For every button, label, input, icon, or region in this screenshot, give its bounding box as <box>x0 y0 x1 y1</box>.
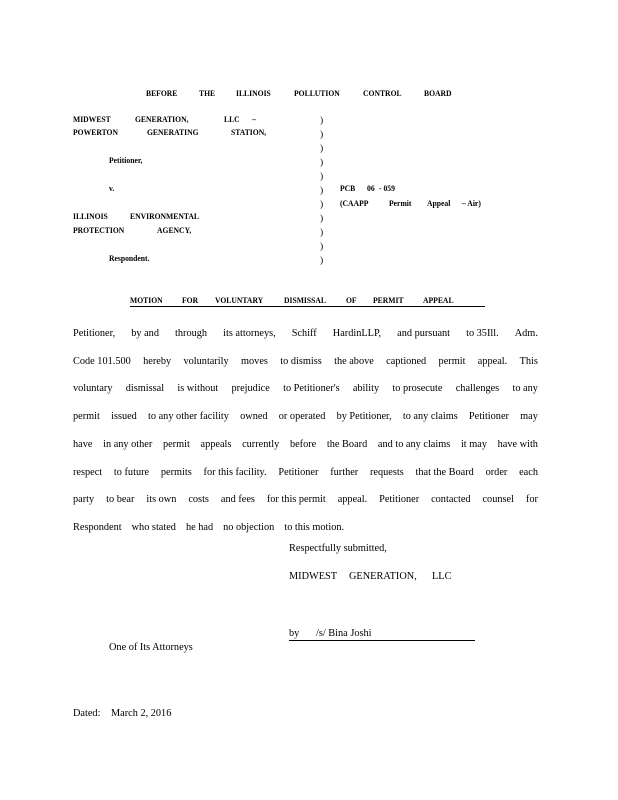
respectfully-submitted: Respectfully submitted, <box>289 543 387 554</box>
respondent-name-word: AGENCY, <box>157 226 192 235</box>
title-word: ILLINOIS <box>236 89 272 98</box>
body-word: currently <box>242 438 280 450</box>
respondent-name-word: PROTECTION <box>73 226 125 235</box>
body-word: owned <box>240 411 268 423</box>
body-word: challenges <box>455 383 500 395</box>
caption-paren: ) <box>320 116 324 126</box>
body-line <box>73 459 538 487</box>
body-word: he had <box>185 521 214 533</box>
dated-value: March 2, 2016 <box>111 708 172 719</box>
body-word: to any other facility <box>148 411 229 423</box>
respondent-name-word: ILLINOIS <box>73 212 108 221</box>
body-word: its own <box>146 494 177 506</box>
caption-paren: ) <box>320 256 324 266</box>
body-word: have <box>73 438 93 450</box>
motion-body <box>73 320 538 542</box>
case-number-word: 06 <box>367 184 375 193</box>
body-word: through <box>175 328 208 339</box>
caption-paren: ) <box>320 158 324 168</box>
motion-title-word: APPEAL <box>422 296 454 305</box>
body-word: captioned <box>386 355 427 367</box>
body-word: Petitioner <box>278 466 319 478</box>
body-word: appeals <box>200 438 232 450</box>
body-word: requests <box>369 466 404 478</box>
case-type-word: – Air) <box>462 199 481 208</box>
body-word: permit <box>73 411 100 423</box>
title-underline <box>130 306 485 307</box>
body-word: to future <box>113 466 150 478</box>
body-word: or operated <box>278 411 326 423</box>
title-word: THE <box>199 89 216 98</box>
caption-paren: ) <box>320 130 324 140</box>
case-type-word: Permit <box>389 199 412 208</box>
body-word: may <box>520 411 538 423</box>
company-word: LLC <box>432 571 452 582</box>
body-word: appeal. <box>477 355 508 367</box>
body-word: and fees <box>220 494 255 506</box>
body-line <box>73 403 538 431</box>
body-line <box>73 431 538 459</box>
petitioner-name-word: STATION, <box>231 128 267 137</box>
body-word: permit <box>162 438 190 450</box>
motion-title <box>130 296 456 305</box>
body-word: its attorneys, <box>223 328 276 339</box>
body-word: voluntary <box>73 383 113 395</box>
motion-title-word: VOLUNTARY <box>215 296 264 305</box>
attorneys-label: One of Its Attorneys <box>109 642 193 653</box>
body-word: permits <box>160 466 192 478</box>
body-word: is without <box>177 383 219 395</box>
body-word: Adm. <box>514 328 538 339</box>
body-word: Respondent <box>73 521 122 533</box>
motion-title-word: MOTION <box>130 296 163 305</box>
body-line <box>73 514 538 542</box>
body-word: the above <box>334 355 374 367</box>
dated-label: Dated: <box>73 708 101 719</box>
body-line <box>73 320 538 348</box>
body-word: voluntarily <box>183 355 229 367</box>
caption-divider <box>320 114 323 268</box>
body-word: Petitioner, <box>73 328 116 339</box>
caption-paren: ) <box>320 228 324 238</box>
body-word: for this facility. <box>203 466 267 478</box>
by-label: by <box>289 628 300 639</box>
title-word: CONTROL <box>362 89 402 98</box>
motion-title-word: PERMIT <box>373 296 404 305</box>
caption-paren: ) <box>320 144 324 154</box>
company-word: MIDWEST <box>289 571 338 582</box>
body-word: to any <box>512 383 538 395</box>
body-word: This <box>519 355 538 367</box>
board-title <box>146 89 454 98</box>
body-word: to this motion. <box>284 521 345 533</box>
respondent-name-word: ENVIRONMENTAL <box>130 212 199 221</box>
body-word: the Board <box>326 438 368 450</box>
body-word: appeal. <box>337 494 368 506</box>
case-number-word: - 059 <box>379 184 395 193</box>
respondent-label: Respondent. <box>109 254 150 263</box>
body-word: order <box>485 466 508 478</box>
body-word: it may <box>460 438 487 450</box>
body-word: for this permit <box>266 494 326 506</box>
motion-title-word: OF <box>345 296 357 305</box>
case-type-word: (CAAPP <box>340 199 369 208</box>
petitioner-name-word: MIDWEST <box>73 115 111 124</box>
body-word: respect <box>73 466 103 478</box>
caption-paren: ) <box>320 186 324 196</box>
body-word: no objection <box>223 521 275 533</box>
body-word: Petitioner <box>379 494 420 506</box>
body-word: counsel <box>482 494 514 506</box>
body-word: dismissal <box>125 383 165 395</box>
title-word: BOARD <box>424 89 452 98</box>
petitioner-name-word: – <box>252 115 256 124</box>
body-word: Petitioner <box>468 411 509 423</box>
petitioner-name-word: GENERATING <box>147 128 199 137</box>
caption-paren: ) <box>320 214 324 224</box>
petitioner-label: Petitioner, <box>109 156 143 165</box>
body-word: further <box>330 466 359 478</box>
body-word: in any other <box>103 438 153 450</box>
body-word: Code 101.500 <box>73 355 131 367</box>
body-word: that the Board <box>415 466 474 478</box>
body-word: contacted <box>431 494 471 506</box>
signature: /s/ Bina Joshi <box>316 628 372 639</box>
title-word: POLLUTION <box>293 89 340 98</box>
signature-line <box>289 640 475 641</box>
body-word: to prosecute <box>392 383 443 395</box>
body-word: to bear <box>106 494 135 506</box>
body-word: for <box>525 494 538 506</box>
body-word: to 35Ill. <box>466 328 499 339</box>
body-word: by and <box>131 328 159 339</box>
case-number-word: PCB <box>340 184 356 193</box>
body-word: to Petitioner's <box>283 383 340 395</box>
body-word: moves <box>241 355 268 367</box>
caption-paren: ) <box>320 200 324 210</box>
body-word: prejudice <box>231 383 270 395</box>
case-type-word: Appeal <box>427 199 451 208</box>
title-word: BEFORE <box>146 89 178 98</box>
body-word: costs <box>188 494 209 506</box>
company-word: GENERATION, <box>349 571 417 582</box>
petitioner-name-word: POWERTON <box>73 128 118 137</box>
caption-paren: ) <box>320 242 324 252</box>
body-word: permit <box>438 355 466 367</box>
body-line <box>73 348 538 376</box>
body-word: have with <box>497 438 538 450</box>
body-word: ability <box>352 383 380 395</box>
body-word: Schiff <box>291 328 317 339</box>
body-word: to any claims <box>402 411 458 423</box>
body-word: who stated <box>131 521 176 533</box>
body-word: to dismiss <box>280 355 322 367</box>
body-word: before <box>289 438 317 450</box>
body-word: and to any claims <box>377 438 451 450</box>
body-line <box>73 375 538 403</box>
body-line <box>73 486 538 514</box>
body-word: and pursuant <box>397 328 451 339</box>
body-word: hereby <box>143 355 172 367</box>
body-word: each <box>519 466 538 478</box>
motion-title-word: FOR <box>181 296 198 305</box>
body-word: by Petitioner, <box>336 411 392 423</box>
body-word: HardinLLP, <box>332 328 382 339</box>
caption-paren: ) <box>320 172 324 182</box>
body-word: party <box>73 494 95 506</box>
motion-title-word: DISMISSAL <box>283 296 326 305</box>
petitioner-name-word: GENERATION, <box>135 115 189 124</box>
petitioner-name-word: LLC <box>224 115 240 124</box>
body-word: issued <box>111 411 137 423</box>
versus-label: v. <box>109 184 115 193</box>
